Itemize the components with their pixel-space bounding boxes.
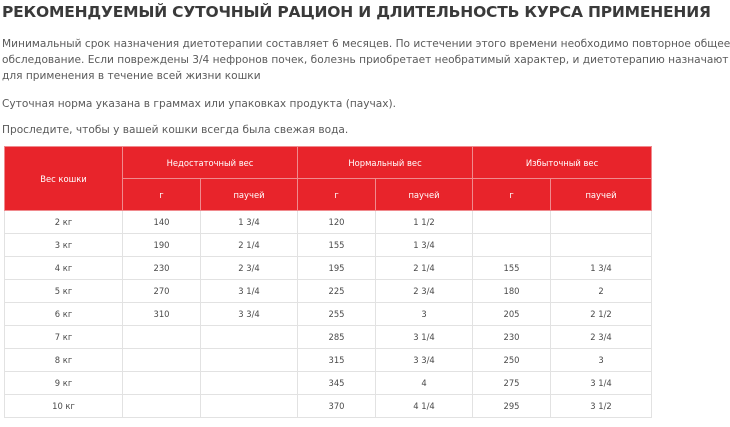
cell-over-pouches xyxy=(551,211,652,234)
table-row xyxy=(5,326,652,349)
cell-under-grams: 310 xyxy=(123,303,201,326)
cell-over-grams xyxy=(473,211,551,234)
page-title: РЕКОМЕНДУЕМЫЙ СУТОЧНЫЙ РАЦИОН И ДЛИТЕЛЬНОСТЬ КУРСА ПРИМЕНЕНИЯ xyxy=(2,3,711,21)
cell-under-grams: 190 xyxy=(123,234,201,257)
cell-weight: 8 кг xyxy=(5,349,123,372)
table-row xyxy=(5,234,652,257)
cell-under-pouches xyxy=(201,326,298,349)
cell-under-pouches xyxy=(201,395,298,418)
cell-under-pouches xyxy=(201,349,298,372)
table-row xyxy=(5,395,652,418)
cell-normal-pouches: 4 xyxy=(376,372,473,395)
subheader-pouches: паучей xyxy=(551,179,652,211)
table-row xyxy=(5,211,652,234)
table-row xyxy=(5,349,652,372)
cell-normal-pouches: 1 1/2 xyxy=(376,211,473,234)
cell-weight: 7 кг xyxy=(5,326,123,349)
cell-under-grams: 270 xyxy=(123,280,201,303)
cell-over-pouches: 3 1/2 xyxy=(551,395,652,418)
intro-line-1: Минимальный срок назначения диетотерапии составляет 6 месяцев. По истечении этого времени необходимо повторное общее xyxy=(2,38,730,50)
table-header-row-1 xyxy=(5,147,652,179)
cell-over-pouches xyxy=(551,234,652,257)
cell-normal-grams: 345 xyxy=(298,372,376,395)
cell-over-pouches: 2 3/4 xyxy=(551,326,652,349)
cell-under-pouches: 3 1/4 xyxy=(201,280,298,303)
cell-over-pouches: 2 1/2 xyxy=(551,303,652,326)
cell-normal-grams: 255 xyxy=(298,303,376,326)
cell-over-grams: 250 xyxy=(473,349,551,372)
cell-over-pouches: 3 xyxy=(551,349,652,372)
cell-normal-grams: 370 xyxy=(298,395,376,418)
cell-under-pouches: 2 3/4 xyxy=(201,257,298,280)
subheader-pouches: паучей xyxy=(201,179,298,211)
cell-over-pouches: 1 3/4 xyxy=(551,257,652,280)
cell-normal-grams: 195 xyxy=(298,257,376,280)
cell-over-grams: 155 xyxy=(473,257,551,280)
cell-normal-grams: 155 xyxy=(298,234,376,257)
daily-norm-note: Суточная норма указана в граммах или упаковках продукта (паучах). xyxy=(2,98,397,110)
cell-over-grams: 180 xyxy=(473,280,551,303)
cell-weight: 3 кг xyxy=(5,234,123,257)
cell-normal-pouches: 2 3/4 xyxy=(376,280,473,303)
cell-normal-pouches: 4 1/4 xyxy=(376,395,473,418)
cell-under-grams xyxy=(123,372,201,395)
subheader-pouches: паучей xyxy=(376,179,473,211)
subheader-grams: г xyxy=(123,179,201,211)
underweight-header: Недостаточный вес xyxy=(123,147,298,179)
table-body xyxy=(5,211,652,418)
cell-under-pouches: 1 3/4 xyxy=(201,211,298,234)
weight-header: Вес кошки xyxy=(5,147,123,211)
cell-normal-pouches: 3 3/4 xyxy=(376,349,473,372)
cell-over-grams: 295 xyxy=(473,395,551,418)
cell-weight: 10 кг xyxy=(5,395,123,418)
cell-under-pouches: 3 3/4 xyxy=(201,303,298,326)
subheader-grams: г xyxy=(298,179,376,211)
cell-under-pouches: 2 1/4 xyxy=(201,234,298,257)
cell-under-pouches xyxy=(201,372,298,395)
cell-over-grams: 205 xyxy=(473,303,551,326)
cell-under-grams xyxy=(123,395,201,418)
normal-weight-header: Нормальный вес xyxy=(298,147,473,179)
cell-normal-grams: 225 xyxy=(298,280,376,303)
cell-weight: 6 кг xyxy=(5,303,123,326)
cell-under-grams: 230 xyxy=(123,257,201,280)
cell-normal-pouches: 3 1/4 xyxy=(376,326,473,349)
cell-under-grams xyxy=(123,326,201,349)
cell-normal-grams: 120 xyxy=(298,211,376,234)
cell-over-grams xyxy=(473,234,551,257)
intro-paragraph xyxy=(2,36,730,84)
cell-over-pouches: 3 1/4 xyxy=(551,372,652,395)
table-row xyxy=(5,303,652,326)
cell-over-grams: 230 xyxy=(473,326,551,349)
cell-weight: 4 кг xyxy=(5,257,123,280)
subheader-grams: г xyxy=(473,179,551,211)
table-row xyxy=(5,372,652,395)
cell-weight: 2 кг xyxy=(5,211,123,234)
cell-over-grams: 275 xyxy=(473,372,551,395)
cell-weight: 9 кг xyxy=(5,372,123,395)
cell-under-grams: 140 xyxy=(123,211,201,234)
overweight-header: Избыточный вес xyxy=(473,147,652,179)
cell-weight: 5 кг xyxy=(5,280,123,303)
cell-under-grams xyxy=(123,349,201,372)
cell-normal-grams: 315 xyxy=(298,349,376,372)
cell-over-pouches: 2 xyxy=(551,280,652,303)
table-row xyxy=(5,280,652,303)
intro-line-2: обследование. Если повреждены 3/4 нефронов почек, болезнь приобретает необратимый характер, и диетотерапию назначают xyxy=(2,54,729,66)
cell-normal-pouches: 2 1/4 xyxy=(376,257,473,280)
cell-normal-pouches: 1 3/4 xyxy=(376,234,473,257)
water-note: Проследите, чтобы у вашей кошки всегда была свежая вода. xyxy=(2,124,349,136)
table-row xyxy=(5,257,652,280)
feeding-table xyxy=(4,146,652,418)
intro-line-3: для применения в течение всей жизни кошки xyxy=(2,70,261,82)
cell-normal-grams: 285 xyxy=(298,326,376,349)
cell-normal-pouches: 3 xyxy=(376,303,473,326)
